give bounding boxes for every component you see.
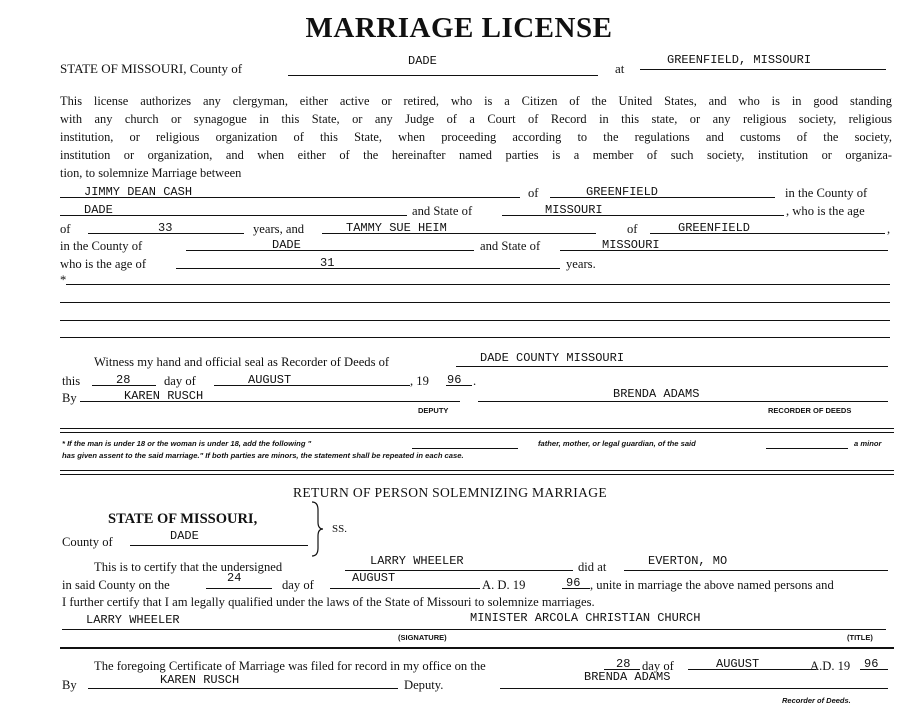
deputy-label: Deputy. <box>404 678 444 692</box>
in-county-of-label: in the County of <box>785 186 868 200</box>
filing-recorder-caption: Recorder of Deeds. <box>782 696 851 705</box>
return-county-line <box>130 545 308 546</box>
party2-city: GREENFIELD <box>678 221 751 235</box>
state-county-label: STATE OF MISSOURI, County of <box>60 61 243 76</box>
filing-recorder-line <box>500 688 888 689</box>
ceremony-day-line <box>206 588 272 589</box>
recorder-office: DADE COUNTY MISSOURI <box>480 351 625 365</box>
party1-name: JIMMY DEAN CASH <box>84 185 193 199</box>
section-divider <box>60 428 894 433</box>
year-prefix: , 19 <box>410 374 429 388</box>
filing-year: 96 <box>864 657 879 671</box>
party1-city-line <box>550 197 775 198</box>
years-label: years. <box>566 257 596 271</box>
witness-day: 28 <box>116 373 131 387</box>
blank-line <box>60 320 890 321</box>
blank-line <box>66 284 890 285</box>
filing-month: AUGUST <box>716 657 760 671</box>
day-of-label: day of <box>164 374 196 388</box>
signature-line <box>62 629 886 630</box>
officiant-name: LARRY WHEELER <box>370 554 464 568</box>
who-is-age-label: who is the age of <box>60 257 147 271</box>
period: . <box>473 374 477 388</box>
place-field-line <box>640 69 886 70</box>
filing-day: 28 <box>616 657 631 671</box>
at-label: at <box>615 61 625 76</box>
asterisk: * <box>60 273 67 287</box>
witness-year: 96 <box>447 373 462 387</box>
authorization-line: tion, to solemnize Marriage between <box>60 166 242 180</box>
recorder-name: BRENDA ADAMS <box>613 387 700 401</box>
party2-age-line <box>176 268 560 269</box>
comma: , <box>887 222 891 236</box>
and-state-of-label: and State of <box>412 204 473 218</box>
authorization-line: with any church or synagogue in this State, or any Judge of a Court of Record in this state, or any religious society, religious <box>60 112 892 126</box>
filing-deputy-name: KAREN RUSCH <box>160 673 240 687</box>
by-label: By <box>62 678 77 692</box>
of-label: of <box>528 186 539 200</box>
party1-city: GREENFIELD <box>586 185 659 199</box>
party2-state: MISSOURI <box>602 238 660 252</box>
day-of-label: day of <box>642 659 674 673</box>
county-of-label: County of <box>62 535 113 549</box>
officiant-title: MINISTER ARCOLA CHRISTIAN CHURCH <box>470 611 701 625</box>
location-line <box>624 570 888 571</box>
in-said-county-label: in said County on the <box>62 578 170 592</box>
authorization-line: institution, or religious organization of this State, when proceeding according to the regulations and customs of the society, <box>60 130 892 144</box>
by-label: By <box>62 391 77 405</box>
ceremony-year: 96 <box>566 576 581 590</box>
footnote-part-c: a minor <box>854 439 882 448</box>
party1-county: DADE <box>84 203 113 217</box>
party1-state: MISSOURI <box>545 203 603 217</box>
footnote-part-a: * If the man is under 18 or the woman is under 18, add the following " <box>62 439 312 448</box>
recorder-line <box>478 401 888 402</box>
ad-label: A.D. 19 <box>810 659 851 673</box>
recorder-caption: RECORDER OF DEEDS <box>768 406 852 415</box>
ad-label: A. D. 19 <box>482 578 526 592</box>
ceremony-month-line <box>330 588 480 589</box>
witness-month-line <box>214 385 410 386</box>
and-state-of-label: and State of <box>480 239 541 253</box>
years-and-label: years, and <box>253 222 305 236</box>
blank-line <box>60 337 890 338</box>
deputy-caption: DEPUTY <box>418 406 449 415</box>
party2-name: TAMMY SUE HEIM <box>346 221 447 235</box>
signature-name: LARRY WHEELER <box>86 613 180 627</box>
ss-label: SS. <box>332 523 347 535</box>
footnote-line-2: has given assent to the said marriage." If both parties are minors, the statement shall be repeated in each case. <box>62 451 464 460</box>
witness-text: Witness my hand and official seal as Recorder of Deeds of <box>94 355 390 369</box>
ceremony-location: EVERTON, MO <box>648 554 728 568</box>
party2-county-line <box>186 250 474 251</box>
ceremony-day: 24 <box>227 571 242 585</box>
return-state: STATE OF MISSOURI, <box>108 511 258 527</box>
this-label: this <box>62 374 81 388</box>
authorization-paragraph <box>60 92 892 182</box>
footnote-blank-1 <box>412 448 518 449</box>
did-at-label: did at <box>578 560 607 574</box>
county-field-line <box>288 75 598 76</box>
of-label: of <box>60 222 71 236</box>
document-title: MARRIAGE LICENSE <box>305 12 613 44</box>
day-of-label: day of <box>282 578 314 592</box>
ceremony-month: AUGUST <box>352 571 396 585</box>
place-value: GREENFIELD, MISSOURI <box>667 53 812 67</box>
signature-caption: (SIGNATURE) <box>398 633 447 642</box>
footnote-part-b: father, mother, or legal guardian, of the said <box>538 439 696 448</box>
return-heading: RETURN OF PERSON SOLEMNIZING MARRIAGE <box>293 485 607 500</box>
further-certify-text: I further certify that I am legally qualified under the laws of the State of Missouri to solemnize marriages. <box>62 595 595 609</box>
authorization-line: institution or organization, and when either of the hereinafter named parties is a member of such society, institution or organiza- <box>60 148 892 162</box>
blank-line <box>60 302 890 303</box>
who-is-age-label: , who is the age <box>786 204 865 218</box>
of-label: of <box>627 222 638 236</box>
filing-recorder-name: BRENDA ADAMS <box>584 670 671 684</box>
footnote-blank-2 <box>766 448 848 449</box>
title-caption: (TITLE) <box>847 633 873 642</box>
ss-brace <box>310 500 324 558</box>
unite-label: , unite in marriage the above named persons and <box>590 578 834 592</box>
authorization-line: This license authorizes any clergyman, either active or retired, who is a Citizen of the United States, and who is in good standing <box>60 94 892 108</box>
return-county: DADE <box>170 529 199 543</box>
county-value: DADE <box>408 54 437 68</box>
filing-deputy-line <box>88 688 398 689</box>
in-county-of-label: in the County of <box>60 239 143 253</box>
office-line <box>456 366 888 367</box>
party2-age: 31 <box>320 256 335 270</box>
deputy-name: KAREN RUSCH <box>124 389 204 403</box>
party2-county: DADE <box>272 238 301 252</box>
section-divider <box>60 647 894 649</box>
section-divider <box>60 470 894 475</box>
witness-month: AUGUST <box>248 373 292 387</box>
certify-label: This is to certify that the undersigned <box>94 560 283 574</box>
filing-text: The foregoing Certificate of Marriage was filed for record in my office on the <box>94 659 486 673</box>
party1-age: 33 <box>158 221 173 235</box>
